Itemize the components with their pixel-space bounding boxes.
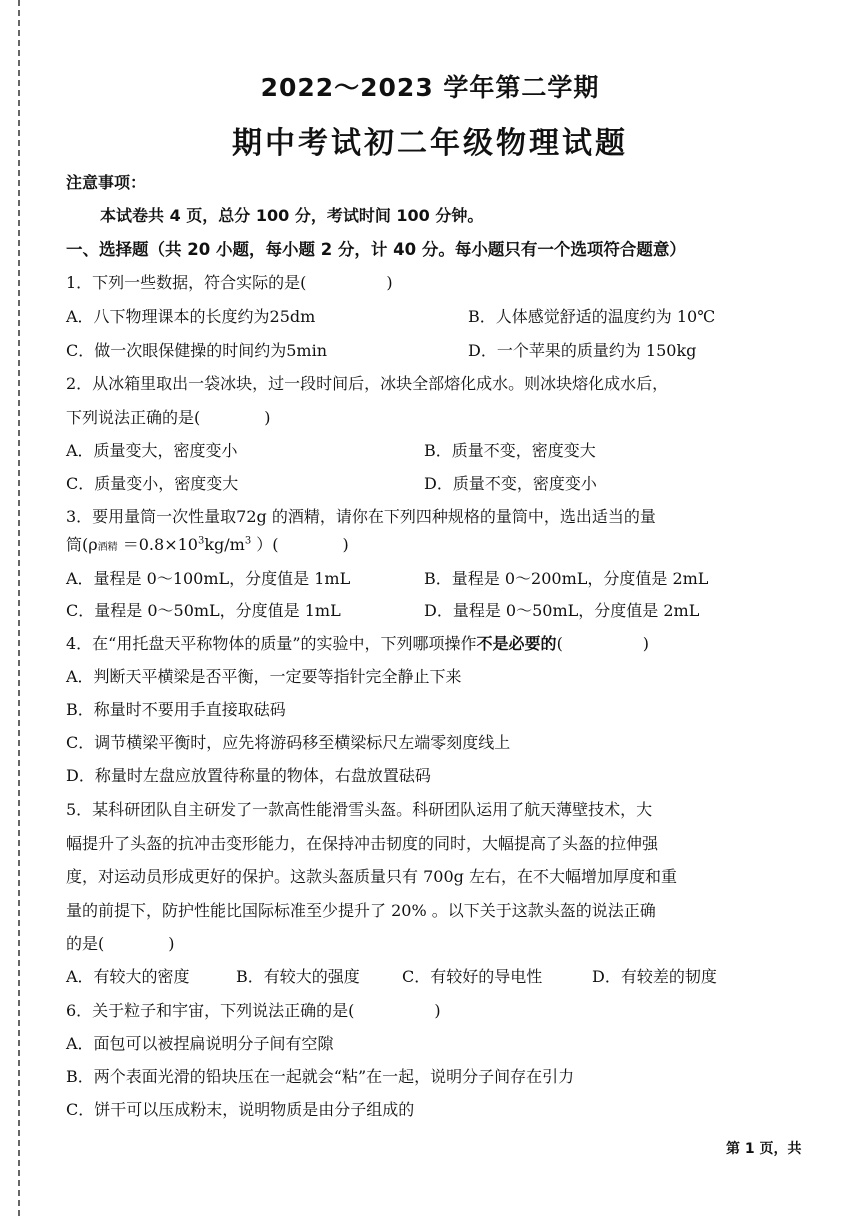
q3-stem-line2: 筒(ρ酒精 $=0.8\times 10^3kg/m^3$ ）( ) xyxy=(66,535,349,554)
q6-option-a: A．面包可以被捏扁说明分子间有空隙 xyxy=(66,1034,334,1053)
section-title: 一、选择题（共 20 小题，每小题 2 分，计 40 分。每小题只有一个选项符合题意） xyxy=(66,240,686,259)
q4-option-d: D．称量时左盘应放置待称量的物体，右盘放置砝码 xyxy=(66,766,431,785)
q3-option-c: C．量程是 0～50mL，分度值是 1mL xyxy=(66,601,341,620)
q5-stem-line3: 度，对运动员形成更好的保护。这款头盔质量只有 700g 左右，在不大幅增加厚度和重 xyxy=(66,867,677,886)
q4-option-b: B．称量时不要用手直接取砝码 xyxy=(66,700,286,719)
q3-stem-line1: 3．要用量筒一次性量取72g 的酒精，请你在下列四种规格的量筒中，选出适当的量 xyxy=(66,507,656,526)
notes-text: 本试卷共 4 页，总分 100 分，考试时间 100 分钟。 xyxy=(100,206,484,225)
q2-option-d: D．质量不变，密度变小 xyxy=(424,474,597,493)
q6-stem: 6．关于粒子和宇宙，下列说法正确的是( ) xyxy=(66,1001,441,1020)
exam-title-term: 2022～2023 学年第二学期 xyxy=(260,73,600,102)
q2-option-a: A．质量变大，密度变小 xyxy=(66,441,238,460)
q5-option-b: B．有较大的强度 xyxy=(236,967,360,986)
q5-option-d: D．有较差的韧度 xyxy=(592,967,717,986)
q2-stem-line2: 下列说法正确的是( ) xyxy=(66,408,271,427)
exam-title-main: 期中考试初二年级物理试题 xyxy=(232,126,628,161)
q1-option-c: C．做一次眼保健操的时间约为5min xyxy=(66,341,328,360)
q5-option-a: A．有较大的密度 xyxy=(66,967,190,986)
q5-stem-line4: 量的前提下，防护性能比国际标准至少提升了 20% 。以下关于这款头盔的说法正确 xyxy=(66,901,656,920)
q6-option-c: C．饼干可以压成粉末，说明物质是由分子组成的 xyxy=(66,1100,415,1119)
q1-option-d: D．一个苹果的质量约为 150kg xyxy=(468,341,697,360)
q2-stem-line1: 2．从冰箱里取出一袋冰块，过一段时间后，冰块全部熔化成水。则冰块熔化成水后， xyxy=(66,374,669,393)
q4-option-c: C．调节横梁平衡时，应先将游码移至横梁标尺左端零刻度线上 xyxy=(66,733,511,752)
q2-option-b: B．质量不变，密度变大 xyxy=(424,441,596,460)
q5-stem-line5: 的是( ) xyxy=(66,934,175,953)
q4-stem: 4．在“用托盘天平称物体的质量”的实验中，下列哪项操作不是必要的( ) xyxy=(66,634,650,653)
q2-option-c: C．质量变小，密度变大 xyxy=(66,474,239,493)
q5-stem-line1: 5．某科研团队自主研发了一款高性能滑雪头盔。科研团队运用了航天薄壁技术，大 xyxy=(66,800,653,819)
q3-option-d: D．量程是 0～50mL，分度值是 2mL xyxy=(424,601,700,620)
q3-option-b: B．量程是 0～200mL，分度值是 2mL xyxy=(424,569,709,588)
q1-option-a: A．八下物理课本的长度约为25dm xyxy=(66,307,316,326)
q4-stem-emphasis: 不是必要的 xyxy=(476,634,557,653)
q1-stem: 1．下列一些数据，符合实际的是( ) xyxy=(66,273,393,292)
q1-option-b: B．人体感觉舒适的温度约为 10℃ xyxy=(468,307,716,326)
q3-option-a: A．量程是 0～100mL，分度值是 1mL xyxy=(66,569,351,588)
q5-stem-line2: 幅提升了头盔的抗冲击变形能力，在保持冲击韧度的同时，大幅提高了头盔的拉伸强 xyxy=(66,834,659,853)
q4-option-a: A．判断天平横梁是否平衡，一定要等指针完全静止下来 xyxy=(66,667,462,686)
notes-label: 注意事项： xyxy=(66,173,147,192)
q5-option-c: C．有较好的导电性 xyxy=(402,967,543,986)
page-number: 第 1 页，共 xyxy=(726,1141,802,1157)
q6-option-b: B．两个表面光滑的铅块压在一起就会“粘”在一起，说明分子间存在引力 xyxy=(66,1067,575,1086)
